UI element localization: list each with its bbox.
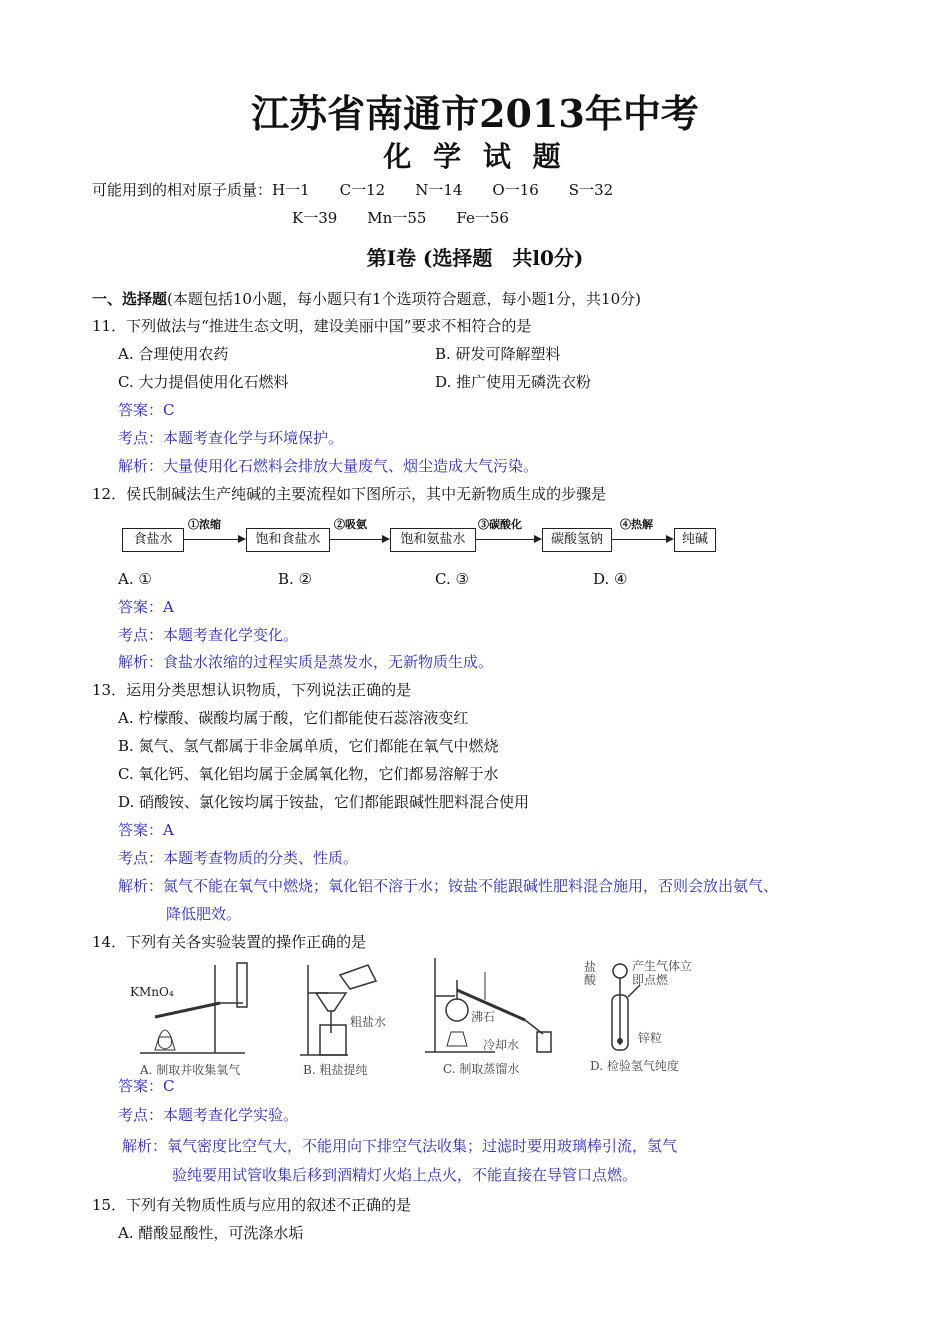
process-flow-diagram <box>120 520 720 560</box>
q12-option-d: D. ④ <box>593 570 628 588</box>
gas-ignite-label: 产生气体立即点燃 <box>632 959 693 987</box>
q11-option-d: D. 推广使用无磷洗衣粉 <box>435 373 592 391</box>
q11-stem: 11．下列做法与“推进生态文明，建设美丽中国”要求不相符合的是 <box>92 317 532 335</box>
flow-arrow-3 <box>476 539 540 540</box>
apparatus-b-filtration <box>298 955 408 1080</box>
q13-option-a: A. 柠檬酸、碳酸均属于酸，它们都能使石蕊溶液变红 <box>118 709 469 727</box>
section-title: 第Ⅰ卷 (选择题 共l0分) <box>366 246 584 270</box>
q13-analysis-line-1: 解析：氮气不能在氧气中燃烧；氧化铝不溶于水；铵盐不能跟碱性肥料混合施用，否则会放出氨气、 <box>118 877 779 895</box>
apparatus-c-caption: C. 制取蒸馏水 <box>443 1062 520 1076</box>
q13-option-b: B. 氮气、氢气都属于非金属单质，它们都能在氧气中燃烧 <box>118 737 499 755</box>
q11-point: 考点：本题考查化学与环境保护。 <box>118 429 344 447</box>
q11-option-a: A. 合理使用农药 <box>118 345 229 363</box>
apparatus-a-caption: A. 制取并收集氧气 <box>140 1063 241 1077</box>
atomic-mass-line-2: K一39 Mn一55 Fe一56 <box>292 209 509 227</box>
q12-analysis: 解析：食盐水浓缩的过程实质是蒸发水，无新物质生成。 <box>118 653 494 671</box>
part-heading-rest: (本题包括10小题，每小题只有1个选项符合题意，每小题1分，共10分) <box>167 290 641 308</box>
atomic-mass-line-1: 可能用到的相对原子质量：H一1 C一12 N一14 O一16 S一32 <box>92 181 614 199</box>
flow-box-4: 碳酸氢钠 <box>542 528 612 552</box>
q11-option-b: B. 研发可降解塑料 <box>435 345 561 363</box>
q15-option-a: A. 醋酸显酸性，可洗涤水垢 <box>118 1224 304 1242</box>
flow-box-3: 饱和氨盐水 <box>390 528 476 552</box>
q12-stem: 12．侯氏制碱法生产纯碱的主要流程如下图所示，其中无新物质生成的步骤是 <box>92 485 607 503</box>
q14-analysis-line-1: 解析：氧气密度比空气大，不能用向下排空气法收集；过滤时要用玻璃棒引流，氢气 <box>122 1137 678 1155</box>
q11-option-c: C. 大力提倡使用化石燃料 <box>118 373 289 391</box>
q14-analysis-line-2: 验纯要用试管收集后移到酒精灯火焰上点火，不能直接在导管口点燃。 <box>172 1166 638 1184</box>
q12-answer: 答案：A <box>118 598 174 616</box>
apparatus-d-hydrogen-test <box>580 955 710 1080</box>
q14-stem: 14．下列有关各实验装置的操作正确的是 <box>92 933 367 951</box>
q14-answer: 答案：C <box>118 1077 175 1095</box>
boiling-stone-label: 沸石 <box>471 1010 496 1024</box>
q14-point: 考点：本题考查化学实验。 <box>118 1106 299 1124</box>
q13-option-d: D. 硝酸铵、氯化铵均属于铵盐，它们都能跟碱性肥料混合使用 <box>118 793 530 811</box>
cooling-water-label: 冷却水 <box>483 1038 520 1052</box>
q13-analysis-line-2: 降低肥效。 <box>166 905 242 923</box>
flow-step-2: ②吸氨 <box>334 518 367 531</box>
apparatus-b-caption: B. 粗盐提纯 <box>303 1063 368 1077</box>
page-subtitle: 化 学 试 题 <box>383 140 567 173</box>
q13-stem: 13．运用分类思想认识物质，下列说法正确的是 <box>92 681 412 699</box>
part-heading-bold: 一、选择题 <box>92 290 168 308</box>
q15-stem: 15．下列有关物质性质与应用的叙述不正确的是 <box>92 1196 412 1214</box>
hydrochloric-acid-label: 盐酸 <box>584 960 597 987</box>
q13-answer: 答案：A <box>118 821 174 839</box>
q11-answer: 答案：C <box>118 401 175 419</box>
flow-box-2: 饱和食盐水 <box>246 528 330 552</box>
q12-option-c: C. ③ <box>435 570 469 588</box>
page-title: 江苏省南通市2013年中考 <box>251 91 699 136</box>
kmno4-label: KMnO₄ <box>130 985 174 999</box>
flow-step-4: ④热解 <box>620 518 653 531</box>
apparatus-c-distillation <box>425 950 575 1075</box>
apparatus-d-caption: D. 检验氢气纯度 <box>590 1059 679 1073</box>
q12-option-b: B. ② <box>278 570 313 588</box>
flow-arrow-2 <box>330 539 388 540</box>
q11-analysis: 解析：大量使用化石燃料会排放大量废气、烟尘造成大气污染。 <box>118 457 539 475</box>
flow-step-1: ①浓缩 <box>188 518 221 531</box>
apparatus-a-oxygen <box>125 955 270 1080</box>
q12-point: 考点：本题考查化学变化。 <box>118 626 299 644</box>
q12-option-a: A. ① <box>118 570 152 588</box>
part-heading <box>92 289 641 309</box>
zinc-label: 锌粒 <box>638 1031 663 1045</box>
flow-box-1: 食盐水 <box>122 528 184 552</box>
flow-box-5: 纯碱 <box>674 528 716 552</box>
flow-step-3: ③碳酸化 <box>478 518 522 531</box>
flow-arrow-1 <box>184 539 244 540</box>
q13-point: 考点：本题考查物质的分类、性质。 <box>118 849 359 867</box>
flow-arrow-4 <box>612 539 672 540</box>
crude-salt-water-label: 粗盐水 <box>350 1015 387 1029</box>
q13-option-c: C. 氧化钙、氧化铝均属于金属氧化物，它们都易溶解于水 <box>118 765 499 783</box>
